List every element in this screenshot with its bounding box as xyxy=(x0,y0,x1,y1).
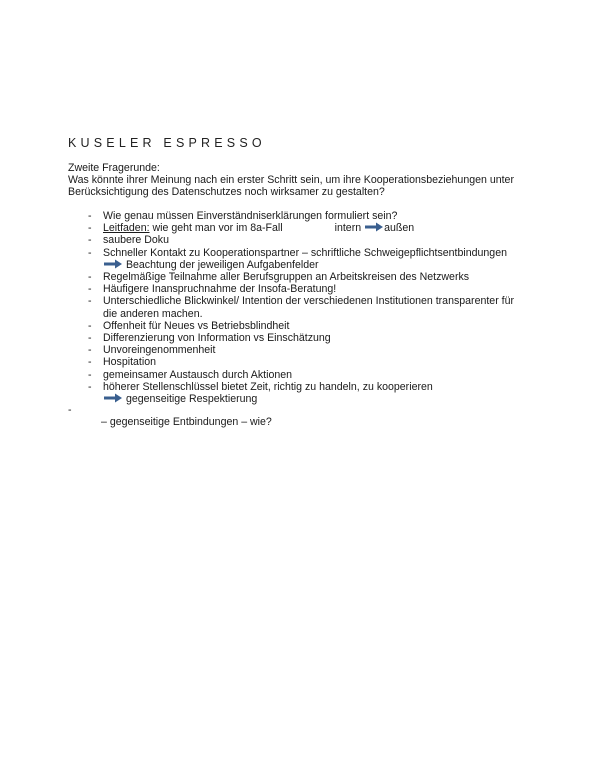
list-item xyxy=(88,344,528,356)
trailing-dash: - xyxy=(68,404,72,416)
aussen-label: außen xyxy=(384,222,415,235)
list-item xyxy=(88,283,528,295)
list-dash: - xyxy=(88,332,92,345)
item-text: Regelmäßige Teilnahme aller Berufsgruppen an Arbeitskreisen des Netzwerks xyxy=(103,271,470,284)
list-dash: - xyxy=(88,295,92,308)
list-dash: - xyxy=(88,344,92,357)
intro-question-line-1: Was könnte ihrer Meinung nach ein erster Schritt sein, um ihre Kooperationsbeziehungen unter xyxy=(68,174,514,187)
item-text: Beachtung der jeweiligen Aufgabenfelder xyxy=(125,258,319,271)
item-text: Unvoreingenommenheit xyxy=(103,344,216,357)
item-text: Wie genau müssen Einverständniserklärungen formuliert sein? xyxy=(103,210,398,222)
list-item xyxy=(88,234,528,246)
list-dash: - xyxy=(88,234,92,247)
list-item xyxy=(88,271,528,283)
list-item xyxy=(88,295,528,319)
item-text: Häufigere Inanspruchnahme der Insofa-Beratung! xyxy=(103,283,337,296)
item-text: gegenseitige Respektierung xyxy=(125,393,258,406)
right-arrow-icon xyxy=(364,222,384,232)
list-item xyxy=(88,381,528,393)
list-dash: - xyxy=(88,222,92,235)
trailing-note: – gegenseitige Entbindungen – wie? xyxy=(101,416,272,428)
list-item xyxy=(88,356,528,368)
list-subitem xyxy=(88,259,528,271)
list-dash: - xyxy=(88,246,92,259)
list-item xyxy=(88,247,528,259)
intro-question-line-2: Berücksichtigung des Datenschutzes noch wirksamer zu gestalten? xyxy=(68,186,385,199)
list-subitem xyxy=(88,393,528,405)
list-item xyxy=(88,369,528,381)
intro-block xyxy=(68,162,568,199)
answer-list xyxy=(88,210,528,405)
list-dash: - xyxy=(88,283,92,296)
item-text: Offenheit für Neues vs Betriebsblindheit xyxy=(103,319,290,332)
list-dash: - xyxy=(88,380,92,393)
item-text: Schneller Kontakt zu Kooperationspartner – schriftliche Schweigepflichtsentbindungen xyxy=(103,246,507,259)
item-text: saubere Doku xyxy=(103,234,169,247)
list-dash: - xyxy=(88,368,92,381)
item-text-continued: die anderen machen. xyxy=(103,307,203,320)
intro-heading: Zweite Fragerunde: xyxy=(68,162,160,174)
list-dash: - xyxy=(88,319,92,332)
list-item xyxy=(88,222,528,234)
item-text: höherer Stellenschlüssel bietet Zeit, richtig zu handeln, zu kooperieren xyxy=(103,380,433,393)
right-arrow-icon xyxy=(103,259,123,269)
list-item xyxy=(88,210,528,222)
item-text: Unterschiedliche Blickwinkel/ Intention der verschiedenen Institutionen transparenter für xyxy=(103,295,515,308)
list-dash: - xyxy=(88,271,92,284)
right-arrow-icon xyxy=(103,393,123,403)
item-text: Differenzierung von Information vs Einschätzung xyxy=(103,332,331,345)
item-text: wie geht man vor im 8a-Fall xyxy=(149,222,283,235)
list-dash: - xyxy=(88,356,92,369)
leitfaden-label: Leitfaden: xyxy=(103,222,150,235)
list-item xyxy=(88,320,528,332)
list-item xyxy=(88,332,528,344)
item-text: gemeinsamer Austausch durch Aktionen xyxy=(103,368,293,381)
item-text: Hospitation xyxy=(103,356,156,369)
list-dash: - xyxy=(88,210,92,222)
intern-label: intern xyxy=(334,222,362,235)
document-title: KUSELER ESPRESSO xyxy=(68,136,266,150)
